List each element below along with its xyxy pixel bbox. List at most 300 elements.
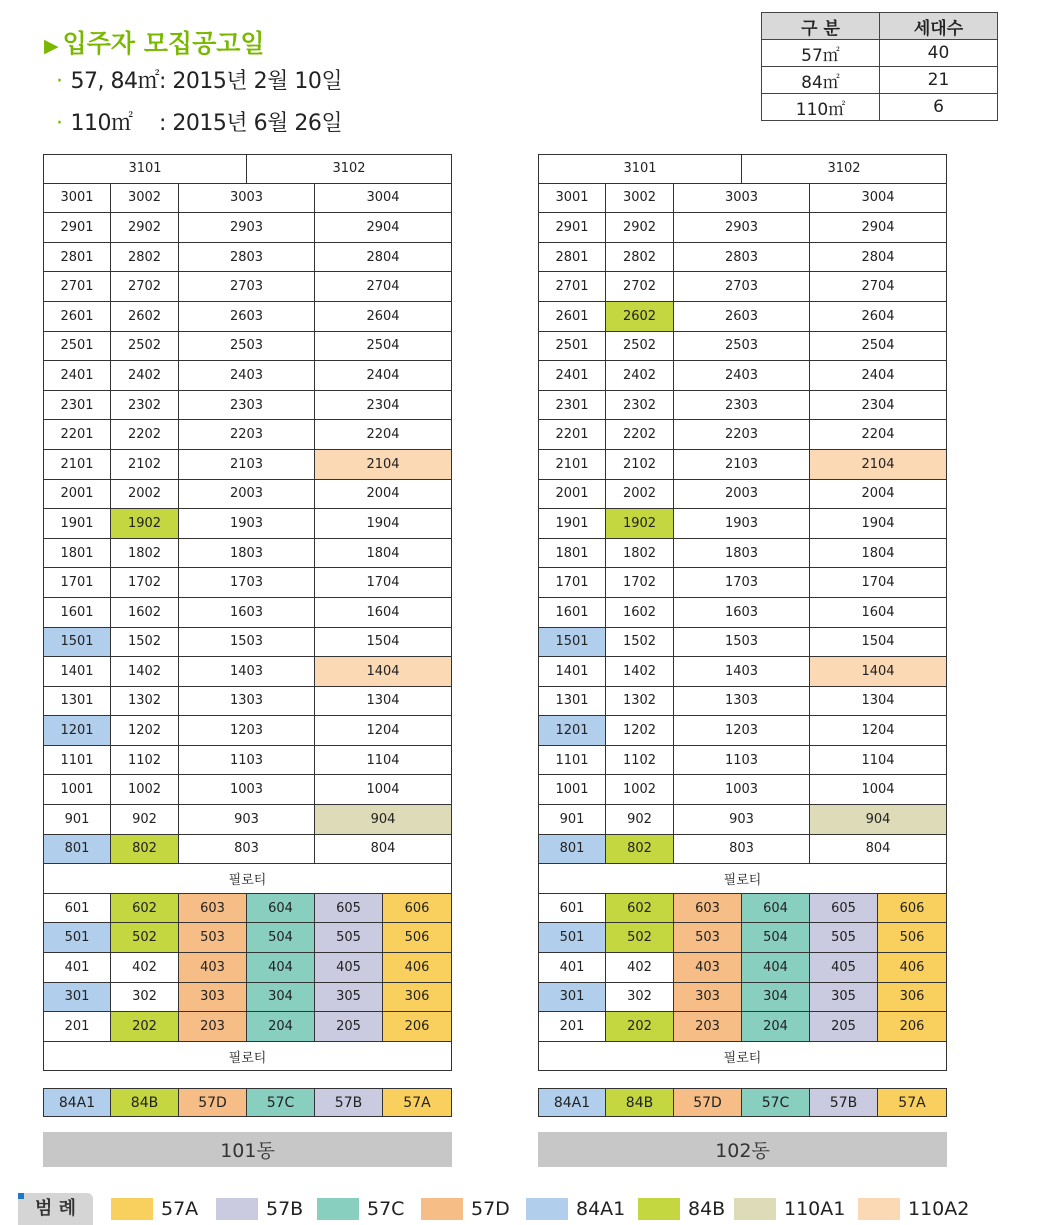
unit-cell: 2701 [43, 272, 111, 302]
legend-label: 110A1 [784, 1198, 846, 1220]
unit-cell: 2802 [606, 243, 674, 273]
floor-row [43, 657, 452, 687]
unit-cell: 2302 [606, 391, 674, 421]
unit-cell: 1102 [606, 746, 674, 776]
floor-row [43, 923, 452, 953]
unit-cell: 1504 [315, 628, 452, 658]
unit-cell: 904 [315, 805, 452, 835]
unit-cell: 2902 [606, 213, 674, 243]
unit-cell: 2201 [43, 420, 111, 450]
unit-cell: 3004 [810, 184, 947, 214]
unit-cell: 3003 [179, 184, 315, 214]
floor-row [538, 983, 947, 1013]
unit-cell: 604 [247, 894, 315, 924]
unit-cell: 2703 [674, 272, 810, 302]
unit-cell: 1703 [179, 568, 315, 598]
unit-cell: 2301 [43, 391, 111, 421]
unit-cell: 2803 [179, 243, 315, 273]
unit-cell: 303 [179, 983, 247, 1013]
unit-cell: 603 [674, 894, 742, 924]
notice-title: ▶ 입주자 모집공고일 [44, 29, 265, 58]
summary-cell: 84㎡ [762, 67, 880, 94]
legend-item [111, 1198, 198, 1220]
unit-cell: 2402 [111, 361, 179, 391]
unit-cell: 403 [179, 953, 247, 983]
unit-cell: 1301 [43, 687, 111, 717]
type-strip-cell: 84A1 [538, 1088, 606, 1117]
unit-cell: 1402 [606, 657, 674, 687]
unit-cell: 801 [43, 835, 111, 865]
unit-cell: 2804 [810, 243, 947, 273]
building-102-grid [538, 154, 947, 1071]
unit-cell: 2001 [538, 480, 606, 510]
unit-cell: 901 [538, 805, 606, 835]
legend-label: 57B [266, 1198, 304, 1220]
unit-cell: 1804 [315, 539, 452, 569]
floor-row [43, 864, 452, 894]
unit-cell: 2004 [810, 480, 947, 510]
unit-cell: 203 [674, 1012, 742, 1042]
unit-cell: 2903 [179, 213, 315, 243]
unit-cell: 2602 [606, 302, 674, 332]
unit-cell: 1101 [43, 746, 111, 776]
unit-cell: 2404 [810, 361, 947, 391]
summary-header: 구 분 [762, 13, 880, 40]
unit-cell: 2803 [674, 243, 810, 273]
unit-cell: 3002 [111, 184, 179, 214]
unit-cell: 2203 [179, 420, 315, 450]
type-strip-cell: 84A1 [43, 1088, 111, 1117]
unit-cell: 601 [43, 894, 111, 924]
unit-cell: 2402 [606, 361, 674, 391]
unit-cell: 305 [315, 983, 383, 1013]
piloti-row: 필로티 [43, 1042, 452, 1072]
legend-swatch [111, 1198, 153, 1220]
floor-row [43, 983, 452, 1013]
unit-cell: 903 [179, 805, 315, 835]
unit-cell: 2601 [538, 302, 606, 332]
unit-cell: 1204 [315, 716, 452, 746]
unit-cell: 903 [674, 805, 810, 835]
unit-cell: 2904 [810, 213, 947, 243]
unit-cell: 2004 [315, 480, 452, 510]
unit-cell: 1001 [538, 775, 606, 805]
floor-row [43, 628, 452, 658]
unit-cell: 2002 [606, 480, 674, 510]
unit-cell: 1304 [315, 687, 452, 717]
legend-item [317, 1198, 404, 1220]
floor-row [538, 243, 947, 273]
unit-cell: 1902 [111, 509, 179, 539]
floor-row [43, 539, 452, 569]
floor-row [43, 213, 452, 243]
floor-row [538, 1042, 947, 1072]
unit-cell: 1604 [810, 598, 947, 628]
summary-cell: 57㎡ [762, 40, 880, 67]
unit-cell: 1002 [606, 775, 674, 805]
unit-cell: 2103 [179, 450, 315, 480]
unit-cell: 901 [43, 805, 111, 835]
building-101-type-strip [43, 1088, 452, 1117]
unit-cell: 2302 [111, 391, 179, 421]
unit-cell: 202 [606, 1012, 674, 1042]
floor-row [43, 509, 452, 539]
unit-cell: 401 [43, 953, 111, 983]
floor-row [538, 835, 947, 865]
floor-row [43, 480, 452, 510]
unit-cell: 2404 [315, 361, 452, 391]
unit-cell: 2003 [674, 480, 810, 510]
unit-cell: 2003 [179, 480, 315, 510]
unit-cell: 602 [606, 894, 674, 924]
unit-cell: 1202 [606, 716, 674, 746]
legend-item [734, 1198, 845, 1220]
unit-cell: 2303 [674, 391, 810, 421]
unit-cell: 1303 [674, 687, 810, 717]
unit-cell: 1802 [111, 539, 179, 569]
unit-cell: 2503 [179, 332, 315, 362]
summary-header: 세대수 [880, 13, 998, 40]
floor-row [43, 302, 452, 332]
unit-cell: 1701 [538, 568, 606, 598]
unit-cell: 2601 [43, 302, 111, 332]
legend-item [526, 1198, 625, 1220]
unit-cell: 2204 [810, 420, 947, 450]
unit-cell: 2103 [674, 450, 810, 480]
unit-cell: 2802 [111, 243, 179, 273]
unit-cell: 3101 [538, 154, 742, 184]
unit-cell: 605 [810, 894, 878, 924]
unit-cell: 1403 [179, 657, 315, 687]
floor-row [538, 332, 947, 362]
unit-cell: 1501 [538, 628, 606, 658]
floor-row [43, 746, 452, 776]
unit-cell: 1803 [179, 539, 315, 569]
floor-row [538, 450, 947, 480]
unit-cell: 1003 [674, 775, 810, 805]
unit-cell: 603 [179, 894, 247, 924]
unit-cell: 3102 [742, 154, 947, 184]
piloti-row: 필로티 [538, 864, 947, 894]
unit-cell: 1902 [606, 509, 674, 539]
unit-cell: 1003 [179, 775, 315, 805]
unit-cell: 1701 [43, 568, 111, 598]
unit-cell: 2502 [606, 332, 674, 362]
unit-cell: 2704 [810, 272, 947, 302]
unit-cell: 2304 [810, 391, 947, 421]
unit-cell: 1201 [538, 716, 606, 746]
unit-cell: 2202 [606, 420, 674, 450]
unit-cell: 3001 [43, 184, 111, 214]
unit-cell: 404 [247, 953, 315, 983]
floor-row [538, 480, 947, 510]
unit-cell: 1204 [810, 716, 947, 746]
unit-cell: 204 [742, 1012, 810, 1042]
legend-swatch [216, 1198, 258, 1220]
building-101-label: 101동 [43, 1132, 452, 1167]
legend-label: 110A2 [908, 1198, 970, 1220]
unit-cell: 405 [810, 953, 878, 983]
unit-cell: 503 [674, 923, 742, 953]
bullet-icon: · [56, 69, 63, 94]
unit-cell: 1201 [43, 716, 111, 746]
unit-cell: 506 [878, 923, 947, 953]
bullet-icon: · [56, 111, 63, 136]
unit-cell: 1502 [606, 628, 674, 658]
unit-cell: 1101 [538, 746, 606, 776]
unit-cell: 305 [810, 983, 878, 1013]
unit-cell: 604 [742, 894, 810, 924]
unit-cell: 2204 [315, 420, 452, 450]
unit-cell: 505 [315, 923, 383, 953]
floor-row [538, 894, 947, 924]
unit-cell: 2503 [674, 332, 810, 362]
legend-item [216, 1198, 303, 1220]
unit-cell: 404 [742, 953, 810, 983]
floor-row [43, 805, 452, 835]
piloti-row: 필로티 [43, 864, 452, 894]
unit-cell: 1302 [606, 687, 674, 717]
floor-row [538, 213, 947, 243]
building-101-grid [43, 154, 452, 1071]
unit-cell: 1203 [674, 716, 810, 746]
unit-cell: 1704 [810, 568, 947, 598]
unit-cell: 803 [179, 835, 315, 865]
unit-cell: 2702 [111, 272, 179, 302]
unit-cell: 2704 [315, 272, 452, 302]
floor-row [43, 568, 452, 598]
floor-row [538, 598, 947, 628]
legend-swatch [317, 1198, 359, 1220]
unit-cell: 1801 [538, 539, 606, 569]
legend-label: 84A1 [576, 1198, 626, 1220]
unit-cell: 802 [111, 835, 179, 865]
unit-cell: 2901 [538, 213, 606, 243]
unit-cell: 304 [742, 983, 810, 1013]
unit-cell: 1702 [606, 568, 674, 598]
unit-cell: 2401 [538, 361, 606, 391]
floor-row [538, 391, 947, 421]
unit-cell: 1202 [111, 716, 179, 746]
floor-row [538, 953, 947, 983]
unit-cell: 2403 [674, 361, 810, 391]
unit-cell: 803 [674, 835, 810, 865]
unit-cell: 502 [606, 923, 674, 953]
floor-row [43, 953, 452, 983]
floor-row [538, 628, 947, 658]
floor-row [43, 1012, 452, 1042]
unit-cell: 1503 [674, 628, 810, 658]
unit-cell: 2403 [179, 361, 315, 391]
unit-cell: 502 [111, 923, 179, 953]
unit-cell: 1602 [111, 598, 179, 628]
unit-cell: 1302 [111, 687, 179, 717]
unit-cell: 602 [111, 894, 179, 924]
unit-cell: 202 [111, 1012, 179, 1042]
floor-row [43, 894, 452, 924]
unit-cell: 1002 [111, 775, 179, 805]
legend-item [421, 1198, 510, 1220]
unit-cell: 2703 [179, 272, 315, 302]
floor-row [43, 598, 452, 628]
unit-cell: 2702 [606, 272, 674, 302]
unit-cell: 2502 [111, 332, 179, 362]
floor-row [43, 716, 452, 746]
unit-cell: 1104 [810, 746, 947, 776]
unit-cell: 504 [247, 923, 315, 953]
unit-cell: 804 [315, 835, 452, 865]
unit-cell: 206 [383, 1012, 452, 1042]
unit-cell: 306 [878, 983, 947, 1013]
unit-cell: 201 [43, 1012, 111, 1042]
notice-line-2: · 110㎡ : 2015년 6월 26일 [56, 111, 343, 136]
unit-cell: 606 [878, 894, 947, 924]
unit-cell: 3102 [247, 154, 452, 184]
floor-row [538, 657, 947, 687]
unit-cell: 503 [179, 923, 247, 953]
piloti-row: 필로티 [538, 1042, 947, 1072]
unit-cell: 401 [538, 953, 606, 983]
legend-swatch [421, 1198, 463, 1220]
floor-row [43, 243, 452, 273]
unit-cell: 1901 [538, 509, 606, 539]
floor-row [43, 687, 452, 717]
legend-title: 범 례 [18, 1193, 93, 1225]
floor-row [538, 716, 947, 746]
unit-cell: 1403 [674, 657, 810, 687]
type-strip-cell: 57B [315, 1088, 383, 1117]
unit-cell: 2001 [43, 480, 111, 510]
floor-row [43, 391, 452, 421]
legend-label: 57C [367, 1198, 405, 1220]
unit-cell: 2104 [810, 450, 947, 480]
unit-cell: 406 [383, 953, 452, 983]
type-strip-cell: 57D [179, 1088, 247, 1117]
unit-cell: 1301 [538, 687, 606, 717]
unit-cell: 1801 [43, 539, 111, 569]
unit-cell: 2801 [538, 243, 606, 273]
unit-cell: 2603 [179, 302, 315, 332]
unit-cell: 2102 [606, 450, 674, 480]
unit-cell: 1603 [179, 598, 315, 628]
unit-cell: 2904 [315, 213, 452, 243]
unit-cell: 1903 [674, 509, 810, 539]
unit-cell: 1803 [674, 539, 810, 569]
type-strip-cell: 84B [606, 1088, 674, 1117]
floor-row [538, 361, 947, 391]
unit-cell: 2504 [810, 332, 947, 362]
legend-label: 84B [688, 1198, 726, 1220]
unit-cell: 501 [538, 923, 606, 953]
unit-cell: 1904 [810, 509, 947, 539]
floor-row [43, 361, 452, 391]
unit-cell: 1401 [43, 657, 111, 687]
summary-table [761, 12, 998, 121]
unit-cell: 904 [810, 805, 947, 835]
floor-row [538, 568, 947, 598]
unit-cell: 3101 [43, 154, 247, 184]
type-strip-cell: 57D [674, 1088, 742, 1117]
unit-cell: 203 [179, 1012, 247, 1042]
unit-cell: 403 [674, 953, 742, 983]
unit-cell: 506 [383, 923, 452, 953]
floor-row [43, 154, 452, 184]
unit-cell: 1504 [810, 628, 947, 658]
unit-cell: 1103 [179, 746, 315, 776]
unit-cell: 2304 [315, 391, 452, 421]
unit-cell: 205 [315, 1012, 383, 1042]
type-strip-cell: 57C [742, 1088, 810, 1117]
floor-row [538, 420, 947, 450]
unit-cell: 1703 [674, 568, 810, 598]
unit-cell: 402 [111, 953, 179, 983]
unit-cell: 1603 [674, 598, 810, 628]
unit-cell: 804 [810, 835, 947, 865]
unit-cell: 802 [606, 835, 674, 865]
unit-cell: 2201 [538, 420, 606, 450]
triangle-icon: ▶ [44, 35, 59, 57]
floor-row [538, 154, 947, 184]
type-strip-cell: 84B [111, 1088, 179, 1117]
legend-swatch [638, 1198, 680, 1220]
legend-label: 57A [161, 1198, 199, 1220]
floor-row [538, 775, 947, 805]
unit-cell: 606 [383, 894, 452, 924]
floor-row [538, 539, 947, 569]
unit-cell: 2602 [111, 302, 179, 332]
unit-cell: 406 [878, 953, 947, 983]
unit-cell: 1502 [111, 628, 179, 658]
unit-cell: 206 [878, 1012, 947, 1042]
unit-cell: 1501 [43, 628, 111, 658]
unit-cell: 1904 [315, 509, 452, 539]
floor-row [538, 746, 947, 776]
legend [18, 1192, 1042, 1219]
floor-row [43, 450, 452, 480]
unit-cell: 3004 [315, 184, 452, 214]
floor-row [538, 1012, 947, 1042]
floor-row [43, 272, 452, 302]
unit-cell: 1702 [111, 568, 179, 598]
floor-row [538, 509, 947, 539]
unit-cell: 1601 [43, 598, 111, 628]
summary-cell: 6 [880, 94, 998, 121]
floor-row [538, 272, 947, 302]
unit-cell: 902 [606, 805, 674, 835]
unit-cell: 1303 [179, 687, 315, 717]
unit-cell: 1704 [315, 568, 452, 598]
unit-cell: 2701 [538, 272, 606, 302]
unit-cell: 1004 [315, 775, 452, 805]
unit-cell: 504 [742, 923, 810, 953]
summary-cell: 40 [880, 40, 998, 67]
unit-cell: 302 [606, 983, 674, 1013]
unit-cell: 2901 [43, 213, 111, 243]
unit-cell: 1102 [111, 746, 179, 776]
notice-line-1: · 57, 84㎡ : 2015년 2월 10일 [56, 69, 343, 94]
floor-row [538, 184, 947, 214]
unit-cell: 204 [247, 1012, 315, 1042]
type-strip-cell: 57B [810, 1088, 878, 1117]
legend-swatch [526, 1198, 568, 1220]
floor-row [538, 805, 947, 835]
unit-cell: 505 [810, 923, 878, 953]
unit-cell: 302 [111, 983, 179, 1013]
unit-cell: 1104 [315, 746, 452, 776]
floor-row [43, 332, 452, 362]
legend-swatch [734, 1198, 776, 1220]
unit-cell: 2903 [674, 213, 810, 243]
